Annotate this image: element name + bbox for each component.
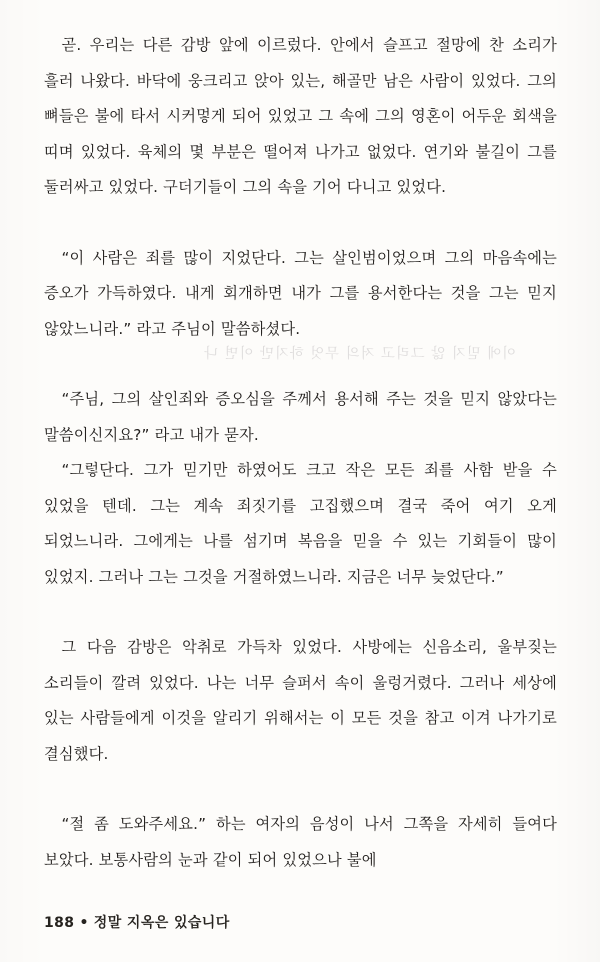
paragraph-spacer-4: [44, 772, 557, 807]
paragraph-3: “주님, 그의 살인죄와 증오심을 주께서 용서해 주는 것을 믿지 않았다는 말씀이신지요?” 라고 내가 묻자.: [44, 390, 557, 444]
paragraph-4: “그렇단다. 그가 믿기만 하였어도 크고 작은 모든 죄를 사함 받을 수 있었을 텐데. 그는 계속 죄짓기를 고집했으며 결국 죽어 여기 오게 되었느니라. 그에게는 나를 섬기며 복음을 믿을 수 있는 기회들이 많이 있었지. 그러나 그는 그것을 거절하였느니라. 지금은 너무 늦었단다.”: [44, 461, 557, 586]
bleed-through-text: 이에 믿지 않 그리고 저의 무엇 하지만 이면 나: [203, 346, 516, 362]
page-number: 188: [44, 915, 75, 931]
book-title: 정말 지옥은 있습니다: [93, 915, 230, 931]
paragraph-6: “절 좀 도와주세요.” 하는 여자의 음성이 나서 그쪽을 자세히 들여다 보았다. 보통사람의 눈과 같이 되어 있었으나 불에: [44, 815, 557, 869]
body-text-column: [44, 28, 557, 878]
paragraph-2: “이 사람은 죄를 많이 지었단다. 그는 살인범이었으며 그의 마음속에는 증오가 가득하였다. 내게 회개하면 내가 그를 용서한다는 것을 그는 믿지 않았느니라.” 라고 주님이 말씀하셨다.: [44, 248, 557, 338]
paragraph-spacer-3: [44, 595, 557, 630]
footer-separator: •: [79, 915, 89, 931]
paragraph-spacer-1: [44, 206, 557, 241]
paragraph-1: 곧. 우리는 다른 감방 앞에 이르렀다. 안에서 슬프고 절망에 찬 소리가 흘러 나왔다. 바닥에 웅크리고 앉아 있는, 해골만 남은 사람이 있었다. 그의 뼈들은 불에 타서 시커멓게 되어 있었고 그 속에 그의 영혼이 어두운 회색을 띠며 있었다. 육체의 몇 부분은 떨어져 나가고 없었다. 연기와 불길이 그를 둘러싸고 있었다. 구더기들이 그의 속을 기어 다니고 있었다.: [44, 36, 557, 196]
paragraph-spacer-2: [44, 347, 557, 382]
page-footer: [44, 912, 230, 932]
paragraph-5: 그 다음 감방은 악취로 가득차 있었다. 사방에는 신음소리, 울부짖는 소리들이 깔려 있었다. 나는 너무 슬퍼서 속이 울렁거렸다. 그러나 세상에 있는 사람들에게 이것을 알리기 위해서는 이 모든 것을 참고 이겨 나가기로 결심했다.: [44, 638, 557, 763]
